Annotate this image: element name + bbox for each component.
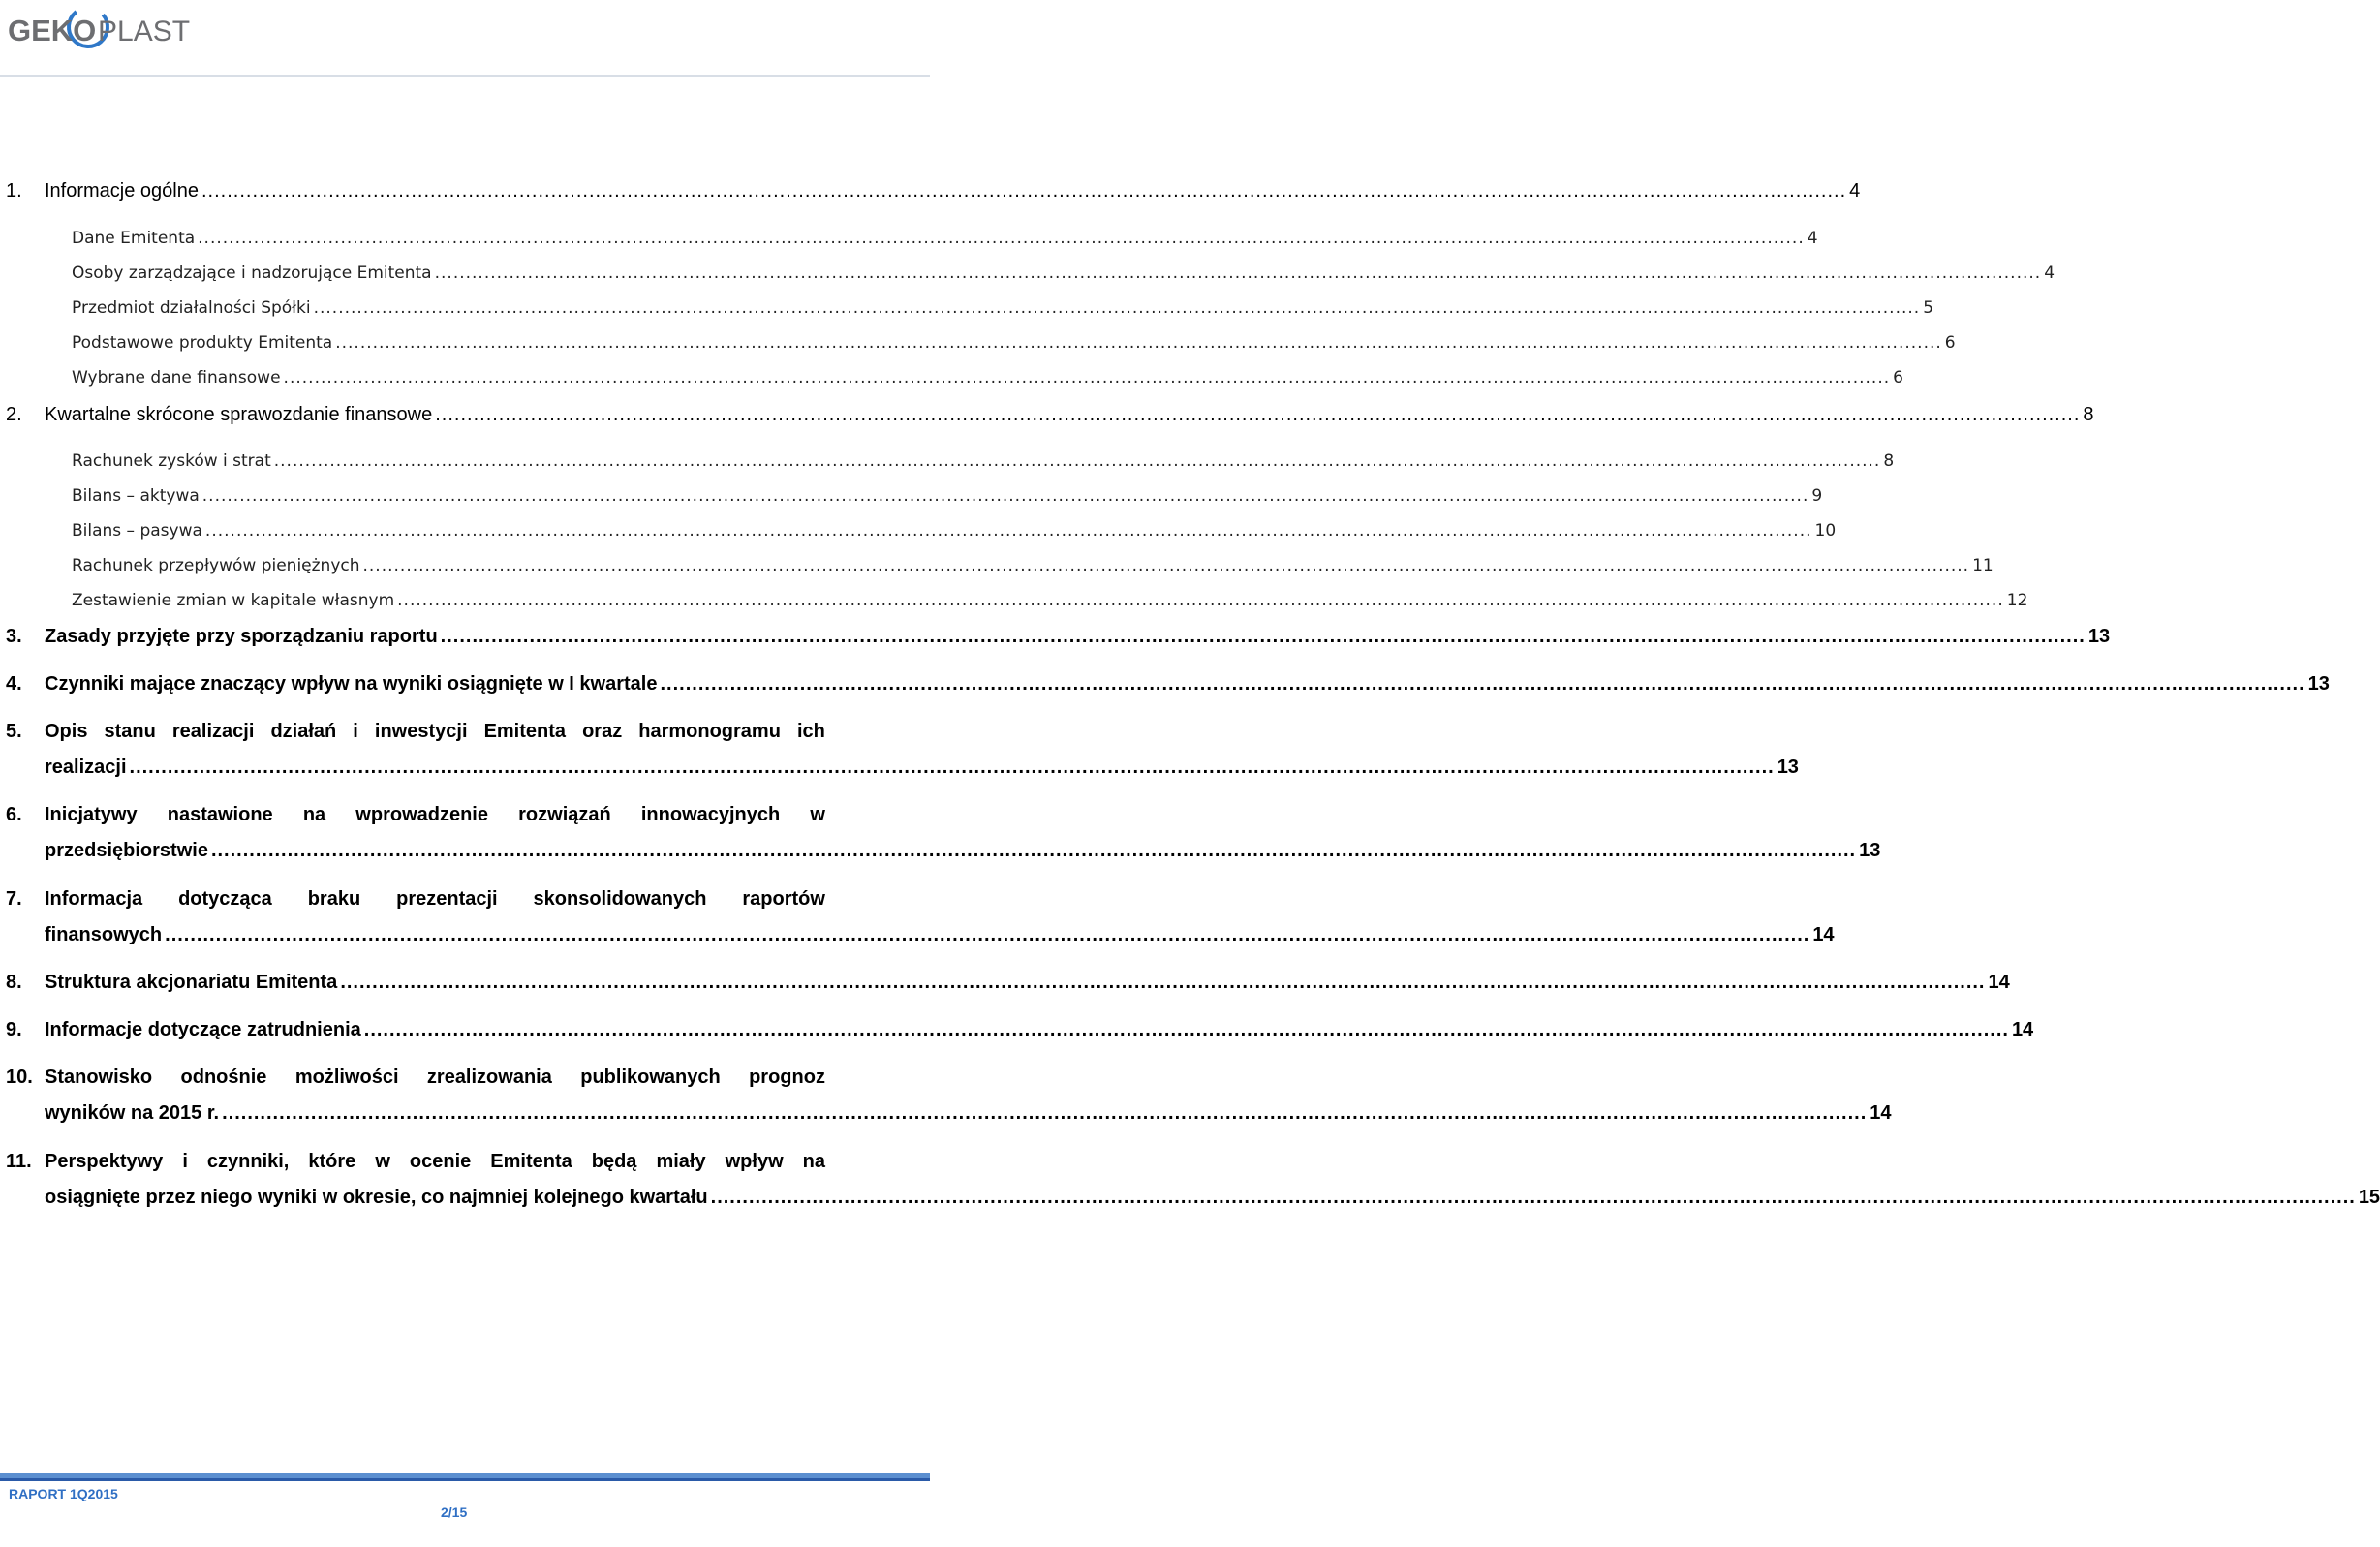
- toc-subentry-title: Zestawienie zmian w kapitale własnym: [72, 591, 395, 610]
- toc-entry-title-line1: Opis stanu realizacji działań i inwestycji Emitenta oraz harmonogramu ich: [45, 721, 825, 742]
- toc-entry-number: 11.: [6, 1151, 32, 1172]
- toc-page-number: 14: [1812, 924, 1835, 945]
- toc-entry-number: 6.: [6, 804, 22, 825]
- toc-leader-dots: [435, 404, 2080, 426]
- toc-leader-dots: [211, 840, 1856, 862]
- footer-rule-accent: [0, 1478, 930, 1481]
- toc-entry-title-line1: Informacja dotycząca braku prezentacji skonsolidowanych raportów: [45, 888, 825, 910]
- toc-leader-dots: [335, 333, 1942, 353]
- toc-page-number: 6: [1944, 333, 1956, 353]
- toc-entry-number: 7.: [6, 888, 22, 910]
- toc-subentry-title: Wybrane dane finansowe: [72, 368, 281, 387]
- toc-entry-title-line2: osiągnięte przez niego wyniki w okresie, co najmniej kolejnego kwartału: [45, 1187, 708, 1208]
- toc-page-number: 4: [1849, 180, 1861, 201]
- toc-entry-title-line2: finansowych: [45, 924, 163, 945]
- toc-entry-title: Kwartalne skrócone sprawozdanie finansowe: [45, 404, 433, 425]
- toc-page-number: 4: [1807, 229, 1818, 248]
- toc-subentry-title: Przedmiot działalności Spółki: [72, 298, 311, 318]
- toc-page-number: 13: [1859, 840, 1881, 861]
- toc-entry-number: 10.: [6, 1067, 33, 1088]
- toc-entry-title-line1: Inicjatywy nastawione na wprowadzenie rozwiązań innowacyjnych w: [45, 804, 825, 825]
- toc-leader-dots: [397, 591, 2004, 610]
- page-number: 2/15: [441, 1504, 468, 1520]
- toc-entry-number: 2.: [6, 404, 22, 425]
- toc-page-number: 12: [2006, 591, 2028, 610]
- toc-entry-title: Informacje ogólne: [45, 180, 199, 201]
- toc-page-number: 6: [1893, 368, 1903, 387]
- toc-page-number: 13: [2087, 626, 2111, 647]
- toc-leader-dots: [435, 263, 2042, 283]
- toc-entry-number: 1.: [6, 180, 22, 201]
- toc-entry-number: 9.: [6, 1019, 22, 1040]
- toc-subentry-title: Rachunek zysków i strat: [72, 451, 271, 471]
- toc-entry-title-line2: realizacji: [45, 757, 127, 778]
- toc-entry-title-line2: przedsiębiorstwie: [45, 840, 208, 861]
- toc-page-number: 8: [1883, 451, 1895, 471]
- toc-leader-dots: [441, 626, 2086, 648]
- report-label: RAPORT 1Q2015: [9, 1486, 118, 1501]
- toc-page-number: 15: [2358, 1187, 2380, 1208]
- logo-text-plast: PLAST: [98, 15, 191, 47]
- toc-entry-title-line1: Stanowisko odnośnie możliwości zrealizowania publikowanych prognoz: [45, 1067, 825, 1088]
- toc-subentry-title: Bilans – pasywa: [72, 521, 202, 541]
- toc-leader-dots: [165, 924, 1809, 946]
- toc-leader-dots: [201, 180, 1846, 202]
- toc-page-number: 11: [1972, 556, 1994, 575]
- header-rule: [0, 75, 930, 77]
- toc-entry-title: Informacje dotyczące zatrudnienia: [45, 1019, 361, 1040]
- toc-page-number: 13: [1777, 757, 1799, 778]
- toc-entry-number: 3.: [6, 626, 22, 647]
- toc-page-number: 13: [2307, 673, 2330, 695]
- toc-leader-dots: [202, 486, 1809, 506]
- toc-entry-title: Zasady przyjęte przy sporządzaniu raportu: [45, 626, 438, 647]
- toc-leader-dots: [222, 1102, 1867, 1125]
- gekoplast-logo: [8, 6, 191, 48]
- toc-leader-dots: [314, 298, 1921, 318]
- toc-leader-dots: [274, 451, 1881, 471]
- toc-page-number: 14: [1870, 1102, 1892, 1124]
- toc-leader-dots: [205, 521, 1812, 541]
- toc-leader-dots: [198, 229, 1805, 248]
- toc-page-number: 9: [1811, 486, 1823, 506]
- toc-page-number: 4: [2044, 263, 2055, 283]
- toc-subentry-title: Osoby zarządzające i nadzorujące Emitenta: [72, 263, 432, 283]
- toc-leader-dots: [363, 556, 1970, 575]
- toc-leader-dots: [364, 1019, 2009, 1041]
- toc-page-number: 14: [1988, 972, 2010, 993]
- toc-page-number: 5: [1923, 298, 1934, 318]
- toc-page-number: 14: [2011, 1019, 2034, 1040]
- toc-subentry-title: Rachunek przepływów pieniężnych: [72, 556, 360, 575]
- toc-leader-dots: [284, 368, 1891, 387]
- toc-entry-title-line1: Perspektywy i czynniki, które w ocenie Emitenta będą miały wpływ na: [45, 1151, 825, 1172]
- toc-entry-title: Czynniki mające znaczący wpływ na wyniki osiągnięte w I kwartale: [45, 673, 658, 695]
- toc-leader-dots: [130, 757, 1775, 779]
- logo-text-geko: GEKO: [8, 14, 97, 47]
- toc-entry-title-line2: wyników na 2015 r.: [45, 1102, 220, 1124]
- toc-entry-number: 4.: [6, 673, 22, 695]
- toc-subentry-title: Dane Emitenta: [72, 229, 196, 248]
- toc-entry-number: 5.: [6, 721, 22, 742]
- toc-leader-dots: [340, 972, 1985, 994]
- toc-leader-dots: [711, 1187, 2356, 1209]
- toc-leader-dots: [660, 673, 2304, 696]
- toc-page-number: 8: [2083, 404, 2094, 425]
- toc-subentry-title: Bilans – aktywa: [72, 486, 200, 506]
- toc-entry-number: 8.: [6, 972, 22, 993]
- toc-subentry-title: Podstawowe produkty Emitenta: [72, 333, 333, 353]
- toc-page-number: 10: [1814, 521, 1837, 541]
- toc-entry-title: Struktura akcjonariatu Emitenta: [45, 972, 338, 993]
